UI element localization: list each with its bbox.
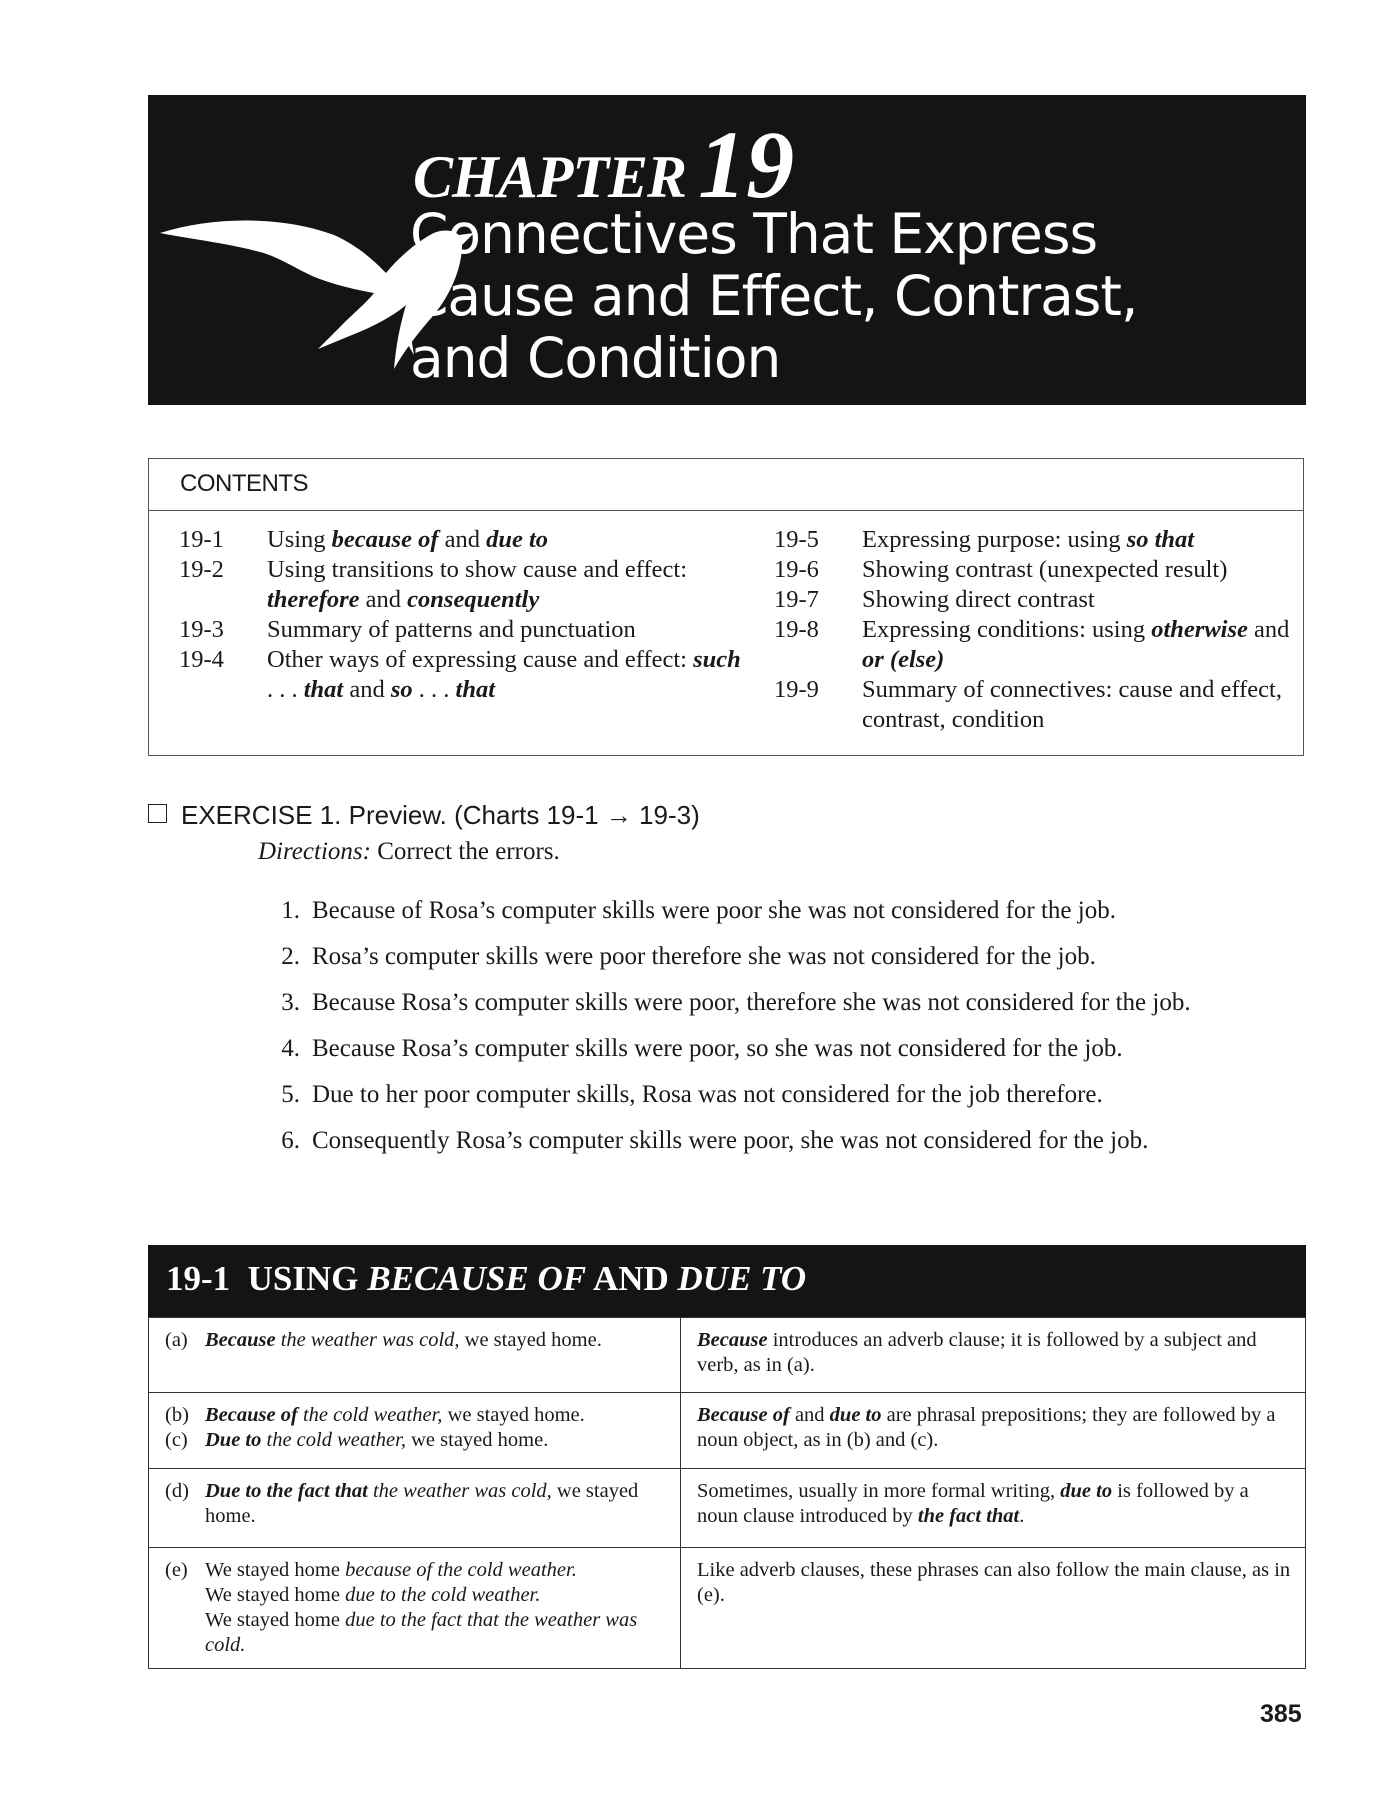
- exercise-heading: [148, 800, 700, 831]
- exercise-list: [258, 897, 1318, 1173]
- text-run: so that: [1126, 526, 1195, 553]
- text-run: and: [438, 526, 487, 553]
- contents-heading: CONTENTS: [149, 459, 1303, 511]
- text-run: otherwise: [1151, 616, 1248, 643]
- chart-example-text: [205, 1328, 602, 1353]
- chart-title-run: AND: [586, 1259, 678, 1298]
- text-run: . . .: [412, 676, 456, 703]
- chart-example-text: [205, 1558, 668, 1658]
- text-run: Because of: [697, 1404, 790, 1426]
- exercise-item-text: Due to her poor computer skills, Rosa was not considered for the job therefore.: [312, 1081, 1103, 1108]
- exercise-item: [258, 943, 1318, 989]
- text-run: and: [1247, 616, 1290, 643]
- exercise-item-number: 3.: [281, 989, 300, 1016]
- contents-item-number: 19-7: [774, 586, 819, 613]
- exercise-item: [258, 1035, 1318, 1081]
- directions-label: Directions:: [258, 838, 371, 865]
- chapter-title-line: Connectives That Express: [410, 202, 1098, 266]
- contents-item-title: [267, 615, 749, 645]
- chart-example: [165, 1479, 668, 1529]
- text-run: Summary of patterns and punctuation: [267, 616, 636, 643]
- text-run: such: [693, 646, 741, 673]
- chart-example-cell: [149, 1393, 681, 1469]
- chart-title-run: BECAUSE OF: [367, 1259, 587, 1298]
- chapter-title: [410, 203, 1290, 389]
- contents-item[interactable]: [179, 525, 749, 555]
- chart-title-run: USING: [247, 1259, 368, 1298]
- chart-example-cell: [149, 1469, 681, 1548]
- text-run: we stayed home.: [442, 1404, 585, 1426]
- contents-item-title: [267, 645, 749, 705]
- text-run: because of the cold weather.: [345, 1559, 577, 1581]
- chart-example-label: (d): [165, 1480, 189, 1502]
- contents-item-number: 19-2: [179, 556, 224, 583]
- directions-text: Correct the errors.: [370, 838, 560, 865]
- chapter-number: 19: [698, 111, 795, 218]
- exercise-title: EXERCISE 1. Preview. (Charts 19-1 → 19-3): [181, 800, 700, 830]
- exercise-item: [258, 989, 1318, 1035]
- exercise-item: [258, 1127, 1318, 1173]
- contents-item[interactable]: [179, 645, 749, 705]
- exercise-item-number: 2.: [281, 943, 300, 970]
- text-run: due to the cold weather.: [345, 1584, 541, 1606]
- contents-right-column: [774, 525, 1299, 735]
- text-run: We stayed home: [205, 1609, 346, 1631]
- exercise-item: [258, 1081, 1318, 1127]
- text-run: that: [303, 676, 344, 703]
- chapter-title-line: and Condition: [410, 326, 781, 390]
- contents-item-title: [267, 525, 749, 555]
- text-run: the fact that: [917, 1505, 1020, 1527]
- chart-example-cell: [149, 1548, 681, 1669]
- chart-explanation-cell: [681, 1548, 1306, 1669]
- contents-item[interactable]: [774, 525, 1299, 555]
- chapter-title-line: Cause and Effect, Contrast,: [410, 264, 1138, 328]
- contents-item-number: 19-4: [179, 646, 224, 673]
- text-run: and: [789, 1404, 830, 1426]
- text-run: the weather was cold,: [275, 1329, 460, 1351]
- chart-explanation-cell: [681, 1469, 1306, 1548]
- text-run: because of: [331, 526, 439, 553]
- text-run: we stayed home.: [205, 1480, 639, 1527]
- text-run: Expressing conditions: using: [862, 616, 1152, 643]
- chart-title-run: DUE TO: [677, 1259, 807, 1298]
- text-run: We stayed home: [205, 1559, 346, 1581]
- text-run: due to the fact that the weather was cold.: [205, 1609, 638, 1656]
- chart-example-label: (c): [165, 1429, 188, 1451]
- chart-example: [165, 1328, 668, 1353]
- chart-example-cell: [149, 1318, 681, 1393]
- chart-example-label: (a): [165, 1329, 188, 1351]
- exercise-item: [258, 897, 1318, 943]
- text-run: so: [390, 676, 413, 703]
- exercise-item-text: Because Rosa’s computer skills were poor, therefore she was not considered for the job.: [312, 989, 1191, 1016]
- exercise-directions: [258, 838, 560, 866]
- contents-item-number: 19-3: [179, 616, 224, 643]
- text-run: are phrasal prepositions; they are followed by a noun object, as in (b) and (c).: [697, 1404, 1276, 1451]
- chapter-word: CHAPTER: [413, 144, 687, 210]
- contents-item-number: 19-9: [774, 676, 819, 703]
- exercise-item-number: 4.: [281, 1035, 300, 1062]
- exercise-item-text: Because Rosa’s computer skills were poor, so she was not considered for the job.: [312, 1035, 1123, 1062]
- grammar-chart: [148, 1245, 1306, 1669]
- chart-example: [165, 1403, 668, 1428]
- contents-item-number: 19-5: [774, 526, 819, 553]
- text-run: Due to the fact that: [205, 1480, 368, 1502]
- chapter-banner: [148, 95, 1306, 405]
- chart-example-line: [205, 1608, 668, 1658]
- text-run: that: [455, 676, 496, 703]
- page-number: 385: [1260, 1700, 1302, 1728]
- text-run: due to: [829, 1404, 882, 1426]
- text-run: the cold weather,: [261, 1429, 406, 1451]
- text-run: we stayed home.: [459, 1329, 602, 1351]
- exercise-item-text: Because of Rosa’s computer skills were poor she was not considered for the job.: [312, 897, 1116, 924]
- text-run: the weather was cold,: [367, 1480, 552, 1502]
- exercise-item-number: 6.: [281, 1127, 300, 1154]
- contents-item-title: [862, 555, 1299, 585]
- exercise-item-number: 1.: [281, 897, 300, 924]
- text-run: Showing direct contrast: [862, 586, 1095, 613]
- checkbox-icon[interactable]: [148, 804, 167, 823]
- text-run: Summary of connectives: cause and effect, contrast, condition: [862, 676, 1282, 733]
- text-run: .: [1019, 1505, 1025, 1527]
- contents-item[interactable]: [774, 555, 1299, 585]
- text-run: Due to: [205, 1429, 262, 1451]
- contents-item[interactable]: [179, 615, 749, 645]
- text-run: Using transitions to show cause and effect:: [267, 556, 688, 583]
- chart-row: [149, 1548, 1306, 1669]
- exercise-item-number: 5.: [281, 1081, 300, 1108]
- text-run: . . .: [267, 676, 304, 703]
- text-run: Using: [267, 526, 332, 553]
- contents-item[interactable]: [774, 615, 1299, 675]
- text-run: we stayed home.: [406, 1429, 549, 1451]
- chart-example-text: [205, 1428, 548, 1453]
- chart-example-line: [205, 1583, 668, 1608]
- chart-example-label: (e): [165, 1559, 188, 1581]
- text-run: Expressing purpose: using: [862, 526, 1127, 553]
- chart-table: [148, 1317, 1306, 1669]
- text-run: and: [343, 676, 391, 703]
- contents-item[interactable]: [774, 675, 1299, 735]
- chart-example-text: [205, 1479, 668, 1529]
- chart-example: [165, 1428, 668, 1453]
- chart-example-text: [205, 1403, 585, 1428]
- contents-item-title: [862, 675, 1299, 735]
- chart-explanation-cell: [681, 1318, 1306, 1393]
- text-run: and: [359, 586, 408, 613]
- contents-item-title: [862, 525, 1299, 555]
- text-run: Showing contrast (unexpected result): [862, 556, 1228, 583]
- chart-row: [149, 1469, 1306, 1548]
- text-run: Like adverb clauses, these phrases can also follow the main clause, as in (e).: [697, 1559, 1291, 1606]
- contents-item-title: [862, 615, 1299, 675]
- contents-item[interactable]: [774, 585, 1299, 615]
- chart-title: [248, 1259, 807, 1298]
- exercise-item-text: Consequently Rosa’s computer skills were poor, she was not considered for the job.: [312, 1127, 1149, 1154]
- contents-item[interactable]: [179, 555, 749, 615]
- contents-item-number: 19-6: [774, 556, 819, 583]
- text-run: due to: [486, 526, 549, 553]
- exercise-item-text: Rosa’s computer skills were poor therefore she was not considered for the job.: [312, 943, 1096, 970]
- text-run: Because: [205, 1329, 276, 1351]
- chart-example-line: [205, 1558, 668, 1583]
- text-run: due to: [1060, 1480, 1113, 1502]
- contents-item-title: [267, 555, 749, 615]
- chart-number: 19-1: [166, 1259, 231, 1298]
- contents-item-number: 19-8: [774, 616, 819, 643]
- chart-example-label: (b): [165, 1404, 189, 1426]
- text-run: introduces an adverb clause; it is followed by a subject and verb, as in (a).: [697, 1329, 1257, 1376]
- chart-explanation-cell: [681, 1393, 1306, 1469]
- text-run: or (else): [862, 646, 945, 673]
- text-run: We stayed home: [205, 1584, 346, 1606]
- text-run: Sometimes, usually in more formal writing,: [697, 1480, 1061, 1502]
- chart-row: [149, 1393, 1306, 1469]
- text-run: the cold weather,: [297, 1404, 443, 1426]
- chart-row: [149, 1318, 1306, 1393]
- text-run: is followed by a noun clause introduced by: [697, 1480, 1249, 1527]
- chart-heading: [148, 1245, 1306, 1317]
- text-run: Because of: [205, 1404, 298, 1426]
- contents-left-column: [179, 525, 749, 705]
- text-run: consequently: [407, 586, 540, 613]
- contents-item-title: [862, 585, 1299, 615]
- chart-example: [165, 1558, 668, 1658]
- text-run: therefore: [267, 586, 360, 613]
- contents-box: [148, 458, 1304, 756]
- text-run: Other ways of expressing cause and effect:: [267, 646, 694, 673]
- text-run: Because: [697, 1329, 768, 1351]
- contents-item-number: 19-1: [179, 526, 224, 553]
